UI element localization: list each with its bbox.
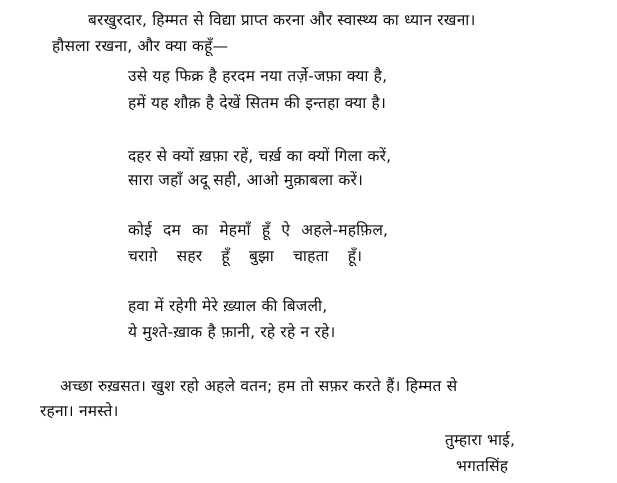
poem-line: सारा जहाँ अदू सही, आओ मुक़ाबला करें। [128,171,364,189]
poem-line: ये मुश्ते-ख़ाक है फ़ानी, रहे रहे न रहे। [128,323,336,341]
intro-line: हौसला रखना, और क्या कहूँ— [52,37,229,55]
poem-line: हवा में रहेगी मेरे ख़्याल की बिजली, [128,297,328,315]
signoff: तुम्हारा भाई, [445,431,516,449]
poem-line: चराग़े सहर हूँ बुझा चाहता हूँ। [128,247,363,265]
poem-line: हमें यह शौक़ है देखें सितम की इन्तहा क्या है। [128,94,387,112]
closing-line: रहना। नमस्ते। [40,402,119,420]
signature: भगतसिंह [456,457,509,475]
poem-line: कोई दम का मेहमाँ हूँ ऐ अहले-महफ़िल, [128,221,389,239]
poem-line: दहर से क्यों ख़फ़ा रहें, चर्ख़ का क्यों गिला करें, [128,147,392,165]
poem-line: उसे यह फिक्र है हरदम नया तर्ज़े-जफ़ा क्या है, [128,67,388,85]
opening-line: बरखुरदार, हिम्मत से विद्या प्राप्त करना और स्वास्थ्य का ध्यान रखना। [88,11,476,29]
closing-line: अच्छा रुख़सत। खुश रहो अहले वतन; हम तो सफ़र करते हैं। हिम्मत से [60,377,458,395]
